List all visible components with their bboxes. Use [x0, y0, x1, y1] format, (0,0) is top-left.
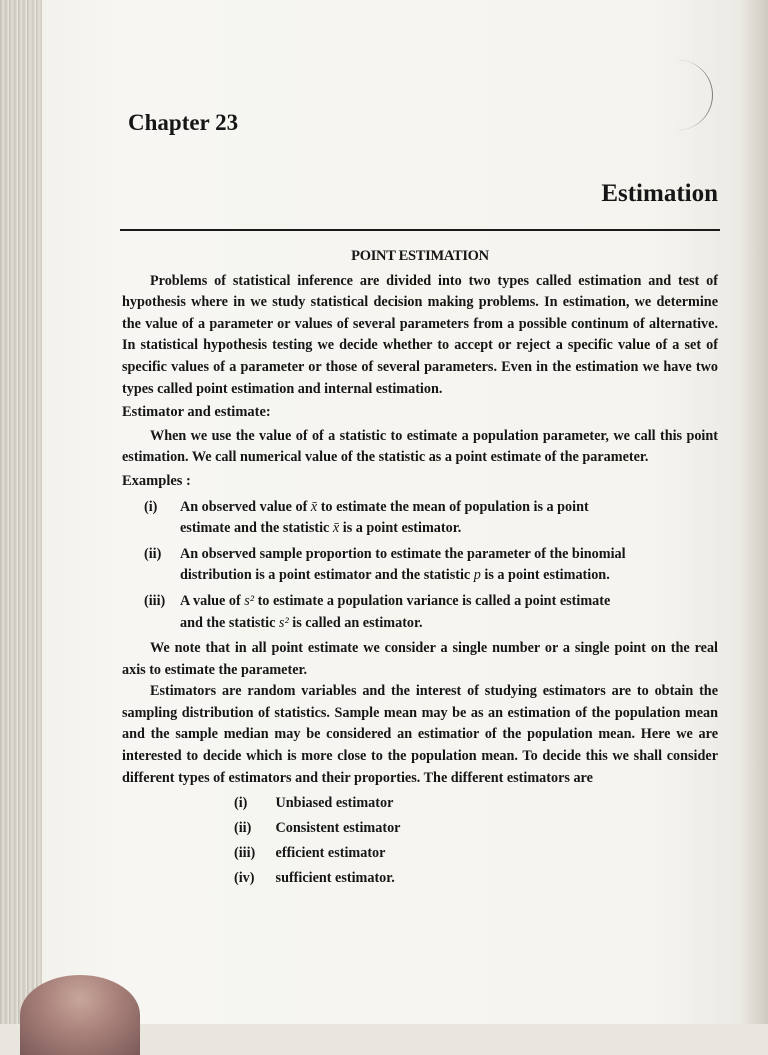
example-line2 — [180, 518, 718, 540]
example-line2 — [180, 565, 718, 587]
example-symbol: s² — [244, 592, 255, 609]
estimator-type-number: (ii) — [234, 820, 252, 837]
estimator-type-item — [234, 841, 718, 866]
chapter-heading: Estimation — [601, 180, 718, 207]
example-text: A value of — [180, 592, 241, 609]
example-symbol: s² — [278, 614, 289, 631]
example-text: and the statistic — [180, 614, 276, 631]
estimator-type-label: Consistent estimator — [275, 820, 401, 837]
example-item — [122, 544, 718, 587]
example-number: (i) — [144, 498, 158, 515]
example-number: (ii) — [144, 545, 162, 562]
example-text: distribution is a point estimator and the statistic — [180, 567, 471, 584]
example-symbol: p — [473, 567, 481, 584]
examples-list — [122, 497, 718, 635]
example-text: to estimate a population variance is called a point estimate — [257, 592, 611, 609]
example-text: to estimate the mean of population is a point — [320, 498, 589, 515]
example-symbol: x̄ — [310, 498, 318, 515]
example-number: (iii) — [144, 592, 166, 609]
estimator-type-item — [234, 791, 718, 816]
example-text: An observed value of — [180, 498, 308, 515]
estimator-type-label: sufficient estimator. — [275, 870, 395, 887]
example-item — [122, 497, 718, 540]
example-text: estimate and the statistic — [180, 520, 330, 537]
estimator-type-label: efficient estimator — [275, 845, 386, 862]
page-body — [122, 246, 718, 891]
chapter-title: Chapter 23 — [128, 110, 239, 135]
estimator-types-list — [234, 791, 718, 891]
title-rule — [120, 229, 720, 231]
page-binding-edge — [0, 0, 42, 1024]
example-line2 — [180, 613, 718, 635]
example-symbol: x̄ — [332, 520, 340, 537]
estimator-type-number: (i) — [234, 795, 248, 812]
example-text: is a point estimator. — [342, 520, 462, 537]
intro-paragraph: Problems of statistical inference are divided into two types called estimation and test of hypothesis where in we study statistical decision making problems. In estimation, we determine the value of a parameter or values of several parameters from a possible continum of alternative. In statistical hypothesis testing we decide whether to accept or reject a specific value of a set of specific values of a parameter or those of several parameters. Even in the estimation we have two types called point estimation and internal estimation. — [122, 272, 718, 397]
example-item — [122, 591, 718, 634]
thumb-in-frame — [20, 975, 140, 1055]
examples-heading: Examples : — [122, 472, 191, 489]
estimator-type-number: (iv) — [234, 870, 255, 887]
section-title: POINT ESTIMATION — [351, 248, 489, 264]
pen-mark — [652, 60, 713, 130]
estimator-type-label: Unbiased estimator — [275, 795, 394, 812]
estimator-type-item — [234, 816, 718, 841]
estimators-paragraph: Estimators are random variables and the interest of studying estimators are to obtain the sampling distribution of statistics. Sample mean may be as an estimation of the population mean and the sample median may be considered an estimatior of the population mean. Here we are interested to decide which is more close to the population mean. To decide this we shall consider different types of estimators and their proporties. The different estimators are — [122, 683, 718, 786]
example-text: An observed sample proportion to estimate the parameter of the binomial — [180, 545, 626, 562]
example-text: is called an estimator. — [292, 614, 423, 631]
estimator-type-number: (iii) — [234, 845, 256, 862]
estimator-paragraph: When we use the value of of a statistic to estimate a population parameter, we call this point estimation. We call numerical value of the statistic as a point estimate of the parameter. — [122, 427, 718, 466]
note-paragraph: We note that in all point estimate we consider a single number or a single point on the real axis to estimate the parameter. — [122, 640, 718, 678]
estimator-type-item — [234, 866, 718, 891]
example-text: is a point estimation. — [484, 567, 610, 584]
estimator-heading: Estimator and estimate: — [122, 404, 271, 421]
